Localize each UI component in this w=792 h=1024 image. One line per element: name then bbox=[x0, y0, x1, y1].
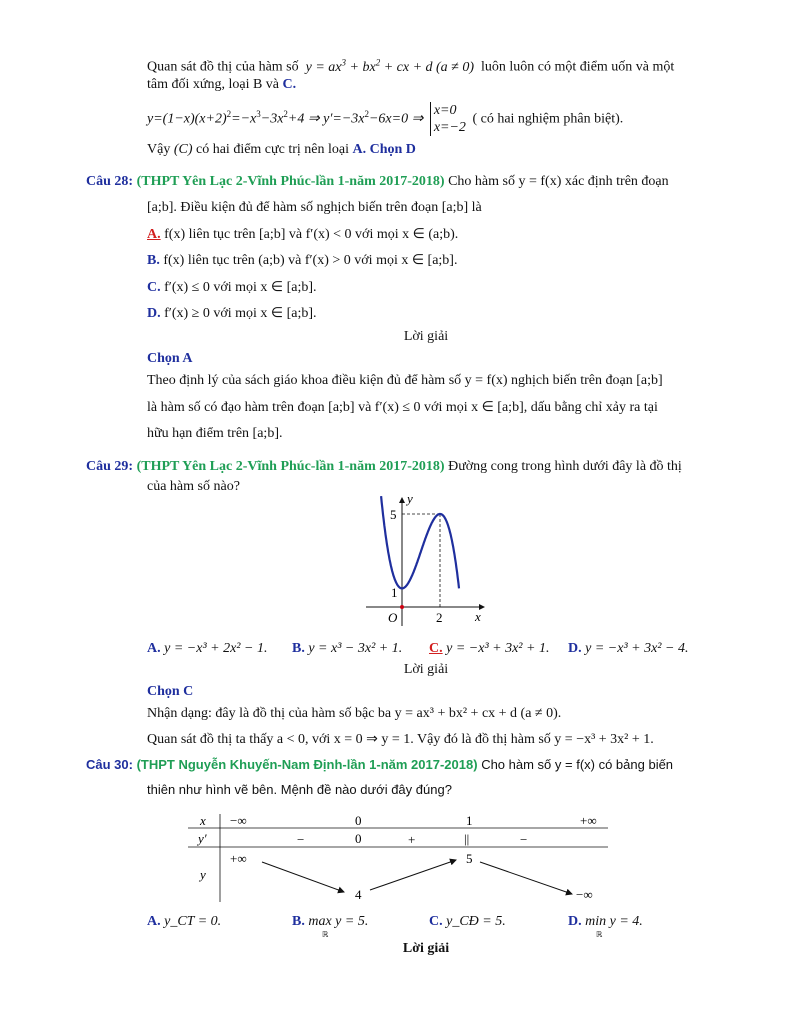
q28-option-a bbox=[147, 226, 458, 244]
q30-option-d bbox=[568, 913, 643, 939]
sign-value: 0 bbox=[355, 831, 362, 846]
intro-text: tâm đối xứng, loại B và bbox=[147, 77, 280, 92]
option-key: D. bbox=[568, 914, 582, 929]
formula-part: =−x bbox=[231, 111, 257, 127]
q29-header bbox=[86, 458, 682, 476]
option-key: C. bbox=[429, 641, 443, 656]
option-key: B. bbox=[147, 253, 160, 268]
root-2: x=−2 bbox=[433, 120, 466, 136]
intro-line-1 bbox=[147, 53, 674, 77]
intro-line-4 bbox=[147, 141, 416, 159]
formula-general-cubic: $y = ax^3 + bx^2$ + cx + d (a ≠ 0) bbox=[302, 57, 478, 75]
intro-text: có hai điểm cực trị nên loại bbox=[196, 142, 349, 157]
q29-graph bbox=[360, 494, 490, 630]
option-text: max y = 5. bbox=[308, 914, 369, 929]
y-value: +∞ bbox=[230, 851, 247, 866]
option-text: y = −x³ + 3x² + 1. bbox=[446, 641, 550, 656]
intro-text: (C) bbox=[173, 142, 193, 157]
q30-source: (THPT Nguyễn Khuyến-Nam Định-lần 1-năm 2017-2018) bbox=[136, 757, 478, 772]
option-key: A. bbox=[147, 227, 161, 242]
q29-label: Câu 29: bbox=[86, 459, 134, 474]
q30-label: Câu 30: bbox=[86, 757, 133, 772]
q30-stem: Cho hàm số y = f(x) có bảng biến bbox=[481, 757, 674, 772]
q30-option-b bbox=[292, 913, 369, 939]
intro-conclusion: A. Chọn D bbox=[352, 142, 416, 157]
roots-bracket bbox=[430, 102, 466, 136]
q30-loigiai: Lời giải bbox=[402, 941, 450, 956]
y-value: 5 bbox=[466, 851, 473, 866]
option-text: f′(x) ≤ 0 với mọi x ∈ [a;b]. bbox=[164, 280, 317, 295]
q29-stem: Đường cong trong hình dưới đây là đồ thị bbox=[448, 459, 682, 474]
q29-option-c bbox=[429, 640, 549, 658]
sign-value: || bbox=[464, 831, 470, 846]
option-text: y_CT = 0. bbox=[164, 914, 222, 929]
option-key: D. bbox=[147, 306, 161, 321]
intro-text: Vậy bbox=[147, 142, 171, 157]
arrow-up bbox=[370, 860, 456, 890]
q28-option-d bbox=[147, 305, 317, 323]
y-axis-label: y bbox=[407, 494, 413, 506]
y-value: −∞ bbox=[576, 887, 593, 902]
q28-source: (THPT Yên Lạc 2-Vĩnh Phúc-lần 1-năm 2017-2018) bbox=[136, 174, 445, 189]
q29-loigiai: Lời giải bbox=[403, 662, 449, 677]
option-text: f(x) liên tục trên (a;b) và f′(x) > 0 với mọi x ∈ [a;b]. bbox=[163, 253, 458, 268]
q28-stem-2: [a;b]. Điều kiện đủ để hàm số nghịch biến trên đoạn [a;b] là bbox=[147, 200, 482, 215]
origin-dot bbox=[400, 605, 404, 609]
option-text: y_CĐ = 5. bbox=[446, 914, 506, 929]
q30-stem-2: thiên như hình vẽ bên. Mệnh đề nào dưới đây đúng? bbox=[147, 782, 452, 797]
sign-value: − bbox=[297, 832, 305, 847]
tick-y5: 5 bbox=[390, 507, 397, 522]
option-text: min y = 4. bbox=[585, 914, 643, 929]
intro-text: ( có hai nghiệm phân biệt). bbox=[472, 111, 624, 127]
option-text: y = x³ − 3x² + 1. bbox=[308, 641, 403, 656]
q28-option-b bbox=[147, 252, 457, 270]
option-key: D. bbox=[568, 641, 582, 656]
y-value: 4 bbox=[355, 887, 362, 902]
option-key: C. bbox=[147, 280, 161, 295]
sign-value: + bbox=[408, 832, 416, 847]
option-key: B. bbox=[292, 641, 305, 656]
q29-stem-2: của hàm số nào? bbox=[147, 479, 240, 494]
q30-header bbox=[86, 756, 673, 774]
tick-y1: 1 bbox=[391, 585, 398, 600]
option-text: f(x) liên tục trên [a;b] và f′(x) < 0 với mọi x ∈ (a;b). bbox=[164, 227, 459, 242]
q29-solution-2: Quan sát đồ thị ta thấy a < 0, với x = 0 ⇒ y = 1. Vậy đó là đồ thị hàm số y = −x³ + 3x² + 1. bbox=[147, 732, 654, 747]
intro-line-3: $y=(1-x)(x+2)^2=-x^3-3x^2+4$ ⇒ $y'=-3x^2-6x=0$ ⇒ x=0 x=−2 ( có hai nghiệm phân biệt). bbox=[147, 103, 624, 136]
q28-solution-3: hữu hạn điểm trên [a;b]. bbox=[147, 426, 283, 441]
row-y-label: y bbox=[200, 867, 206, 882]
option-text: y = −x³ + 2x² − 1. bbox=[164, 641, 268, 656]
x-axis-label: x bbox=[475, 609, 481, 624]
formula-part: −3x bbox=[260, 111, 284, 127]
sign-value: − bbox=[520, 832, 528, 847]
q30-option-c bbox=[429, 913, 506, 931]
row-yprime-label: y′ bbox=[198, 831, 207, 846]
root-1: x=0 bbox=[433, 103, 457, 119]
intro-option-c: C. bbox=[282, 77, 297, 92]
formula-part: y=(1−x)(x+2) bbox=[147, 111, 227, 127]
q28-solution-1: Theo định lý của sách giáo khoa điều kiện đủ để hàm số y = f(x) nghịch biến trên đoạn [a;b] bbox=[147, 373, 663, 388]
q28-header bbox=[86, 173, 669, 191]
q29-option-d bbox=[568, 640, 688, 658]
q28-chon: Chọn A bbox=[147, 351, 193, 366]
x-value: 1 bbox=[466, 813, 473, 828]
tick-x2: 2 bbox=[436, 610, 443, 625]
option-text: f′(x) ≥ 0 với mọi x ∈ [a;b]. bbox=[164, 306, 317, 321]
formula-part: −6x=0 ⇒ bbox=[368, 111, 424, 127]
option-key: A. bbox=[147, 641, 161, 656]
option-key: B. bbox=[292, 914, 305, 929]
q29-option-b bbox=[292, 640, 402, 658]
intro-text: Quan sát đồ thị của hàm số bbox=[147, 59, 299, 75]
q30-variation-table bbox=[188, 810, 612, 906]
formula-part: +4 ⇒ y′=−3x bbox=[287, 111, 365, 127]
option-subscript: ℝ bbox=[322, 930, 329, 939]
arrow-down bbox=[480, 862, 572, 894]
q29-solution-1: Nhận dạng: đây là đồ thị của hàm số bậc ba y = ax³ + bx² + cx + d (a ≠ 0). bbox=[147, 706, 562, 721]
q30-option-a bbox=[147, 913, 221, 931]
q28-option-c bbox=[147, 279, 317, 297]
option-subscript: ℝ bbox=[596, 930, 603, 939]
q28-label: Câu 28: bbox=[86, 174, 134, 189]
x-value: −∞ bbox=[230, 813, 247, 828]
q28-loigiai: Lời giải bbox=[403, 329, 449, 344]
q28-stem: Cho hàm số y = f(x) xác định trên đoạn bbox=[448, 174, 669, 189]
q29-source: (THPT Yên Lạc 2-Vĩnh Phúc-lần 1-năm 2017-2018) bbox=[136, 459, 445, 474]
q29-option-a bbox=[147, 640, 267, 658]
option-text: y = −x³ + 3x² − 4. bbox=[585, 641, 689, 656]
q28-solution-2: là hàm số có đạo hàm trên đoạn [a;b] và f′(x) ≤ 0 với mọi x ∈ [a;b], dấu bằng chỉ xảy ra tại bbox=[147, 400, 658, 415]
intro-text: luôn luôn có một điểm uốn và một bbox=[481, 59, 675, 75]
intro-line-2 bbox=[147, 76, 296, 94]
option-key: A. bbox=[147, 914, 161, 929]
x-value: 0 bbox=[355, 813, 362, 828]
origin-label: O bbox=[388, 610, 398, 625]
x-value: +∞ bbox=[580, 813, 597, 828]
row-x-label: x bbox=[200, 813, 206, 828]
arrow-down bbox=[262, 862, 344, 892]
q29-chon: Chọn C bbox=[147, 684, 194, 699]
option-key: C. bbox=[429, 914, 443, 929]
